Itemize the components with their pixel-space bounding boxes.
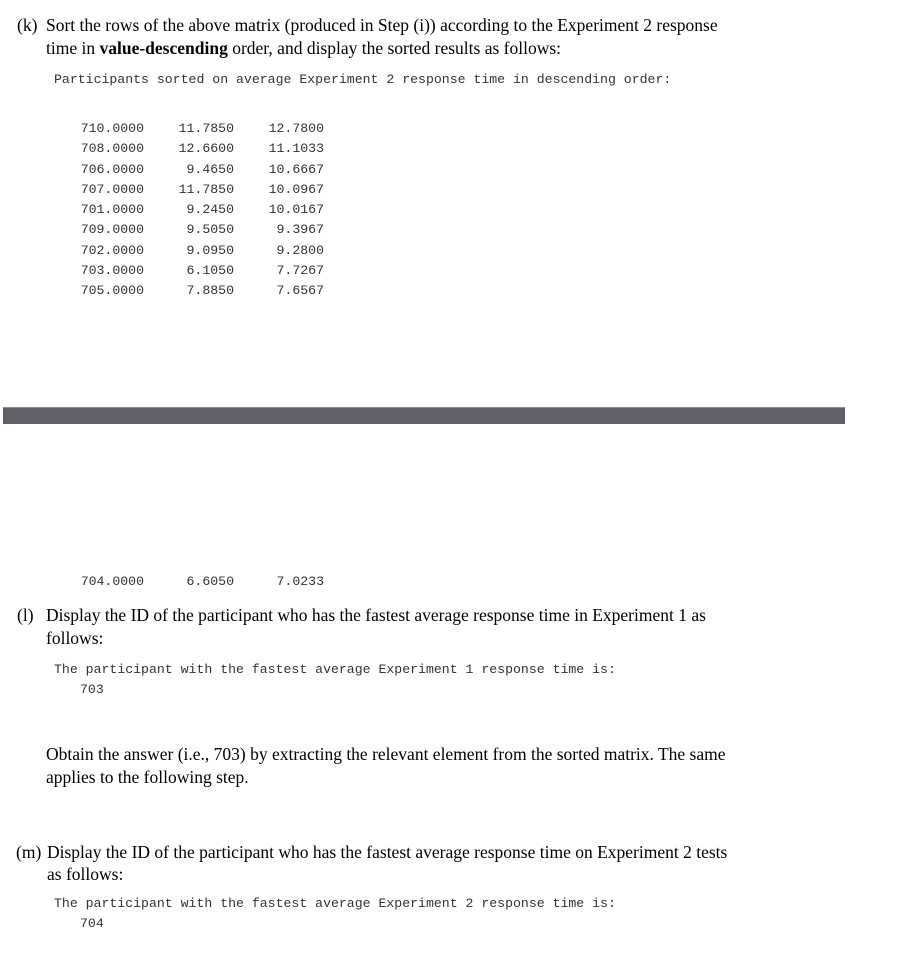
participant-id-cell: 709.0000 [80,222,144,238]
experiment2-time-cell: 7.7267 [276,263,324,279]
participant-id-cell: 702.0000 [80,242,144,258]
fastest-exp2-output-value: 704 [80,916,104,931]
participant-id-cell: 701.0000 [80,202,144,218]
table-row [54,283,324,303]
section-k-instruction-line2: time in value-descending order, and display the sorted results as follows: [46,38,562,58]
experiment1-time-cell: 7.8850 [186,283,234,299]
experiment2-time-cell: 9.2800 [276,242,324,258]
participant-id-cell: 704.0000 [80,574,144,589]
experiment1-time-cell: 11.7850 [178,121,234,136]
table-row [54,202,324,222]
experiment2-time-cell: 9.3967 [276,222,324,238]
experiment2-time-cell: 12.7800 [268,121,324,136]
experiment1-time-cell: 11.7850 [178,181,234,197]
experiment2-time-cell: 10.0167 [268,202,324,218]
section-l-note-line1: Obtain the answer (i.e., 703) by extracting the relevant element from the sorted matrix. The same [46,744,726,764]
section-k-instruction-line1: Sort the rows of the above matrix (produced in Step (i)) according to the Experiment 2 response [46,15,718,35]
section-m-instruction-line2: as follows: [47,864,124,884]
section-l-instruction-line1: Display the ID of the participant who has the fastest average response time in Experiment 1 as [46,605,706,625]
participant-id-cell: 705.0000 [80,283,144,299]
experiment1-time-cell: 6.6050 [186,574,234,589]
experiment1-time-cell: 12.6600 [178,141,234,157]
table-row [54,574,324,594]
fastest-exp1-output-value: 703 [80,682,104,697]
experiment1-time-cell: 9.4650 [186,161,234,177]
sorted-matrix-last-row [54,574,324,594]
participant-id-cell: 706.0000 [80,161,144,177]
experiment1-time-cell: 9.2450 [186,202,234,218]
fastest-exp1-output-line: The participant with the fastest average Experiment 1 response time is: [54,662,616,677]
section-m-instruction-line1: Display the ID of the participant who has the fastest average response time on Experiment 2 tests [47,842,728,862]
sorted-output-header: Participants sorted on average Experiment 2 response time in descending order: [54,72,672,87]
page-break-divider [3,407,845,424]
participant-id-cell: 710.0000 [80,121,144,136]
section-l-label: (l) [17,605,34,625]
table-row [54,121,324,141]
sorted-matrix-continued [54,544,324,609]
experiment2-time-cell: 7.6567 [276,283,324,299]
table-row [54,182,324,202]
sorted-matrix [54,91,324,319]
table-row [54,263,324,283]
table-row [54,162,324,182]
participant-id-cell: 703.0000 [80,263,144,279]
experiment2-time-cell: 10.6667 [268,161,324,177]
experiment1-time-cell: 9.0950 [186,242,234,258]
experiment2-time-cell: 10.0967 [268,181,324,197]
table-row [54,222,324,242]
table-row [54,243,324,263]
fastest-exp2-output-line: The participant with the fastest average Experiment 2 response time is: [54,896,616,911]
experiment1-time-cell: 6.1050 [186,263,234,279]
section-m-label: (m) [16,842,42,862]
sorted-matrix-table [54,121,324,304]
section-k-label: (k) [17,15,38,35]
experiment2-time-cell: 11.1033 [268,141,324,157]
table-row [54,141,324,161]
experiment1-time-cell: 9.5050 [186,222,234,238]
participant-id-cell: 707.0000 [80,181,144,197]
section-l-note-line2: applies to the following step. [46,767,249,787]
experiment2-time-cell: 7.0233 [276,574,324,589]
participant-id-cell: 708.0000 [80,141,144,157]
value-descending-emphasis: value-descending [99,38,228,58]
section-l-instruction-line2: follows: [46,628,104,648]
